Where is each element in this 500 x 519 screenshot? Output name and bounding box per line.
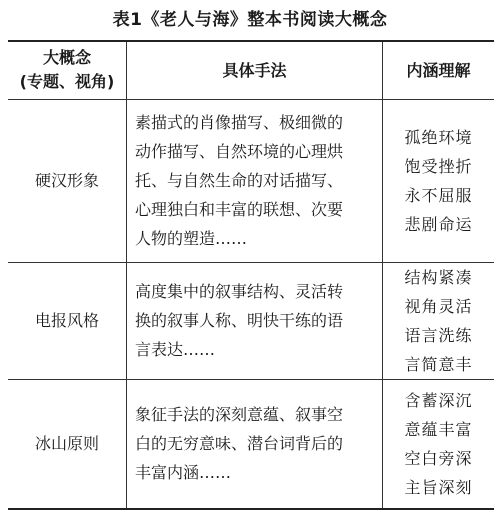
meaning-cell	[383, 262, 495, 379]
header-concept	[8, 41, 127, 99]
method-cell	[127, 99, 383, 262]
concept-cell: 冰山原则	[8, 379, 127, 509]
method-line: 托、与自然生命的对话描写、	[135, 171, 344, 190]
meaning-line: 结构紧凑	[404, 267, 473, 287]
meaning-cell	[383, 99, 495, 262]
table-row	[8, 379, 494, 509]
method-line: 言表达……	[135, 340, 216, 359]
method-line: 换的叙事人称、明快干练的语	[135, 311, 344, 330]
meaning-line: 言简意丰	[404, 354, 473, 374]
meaning-line: 语言洗练	[404, 325, 473, 345]
header-method: 具体手法	[127, 41, 383, 99]
big-concept-table	[8, 40, 494, 510]
table-row	[8, 99, 494, 262]
table-row	[8, 262, 494, 379]
method-line: 心理独白和丰富的联想、次要	[135, 200, 344, 219]
meaning-line: 视角灵活	[404, 296, 473, 316]
method-line: 象征手法的深刻意蕴、叙事空	[135, 405, 344, 425]
concept-cell: 电报风格	[8, 262, 127, 379]
meaning-line: 饱受挫折	[404, 156, 473, 176]
method-line: 动作描写、自然环境的心理烘	[135, 142, 344, 161]
method-line: 白的无穷意味、潜台词背后的	[135, 434, 344, 454]
method-line: 丰富内涵……	[135, 463, 232, 483]
meaning-line: 孤绝环境	[404, 127, 473, 147]
meaning-line: 悲剧命运	[404, 214, 473, 234]
table-title: 表1《老人与海》整本书阅读大概念	[112, 10, 388, 30]
header-concept-line1: 大概念	[42, 48, 91, 68]
table-header-row	[8, 41, 494, 99]
meaning-cell	[383, 379, 495, 509]
concept-cell: 硬汉形象	[8, 99, 127, 262]
meaning-line: 意蕴丰富	[404, 419, 473, 439]
meaning-line: 含蓄深沉	[404, 390, 473, 410]
method-line: 高度集中的叙事结构、灵活转	[135, 282, 344, 301]
method-cell	[127, 379, 383, 509]
meaning-line: 永不屈服	[404, 185, 473, 205]
meaning-line: 主旨深刻	[404, 477, 473, 497]
header-concept-line2: (专题、视角)	[19, 72, 115, 92]
method-line: 人物的塑造……	[135, 229, 248, 248]
meaning-line: 空白旁深	[404, 448, 473, 468]
header-meaning: 内涵理解	[383, 41, 495, 99]
method-cell	[127, 262, 383, 379]
method-line: 素描式的肖像描写、极细微的	[135, 113, 344, 132]
